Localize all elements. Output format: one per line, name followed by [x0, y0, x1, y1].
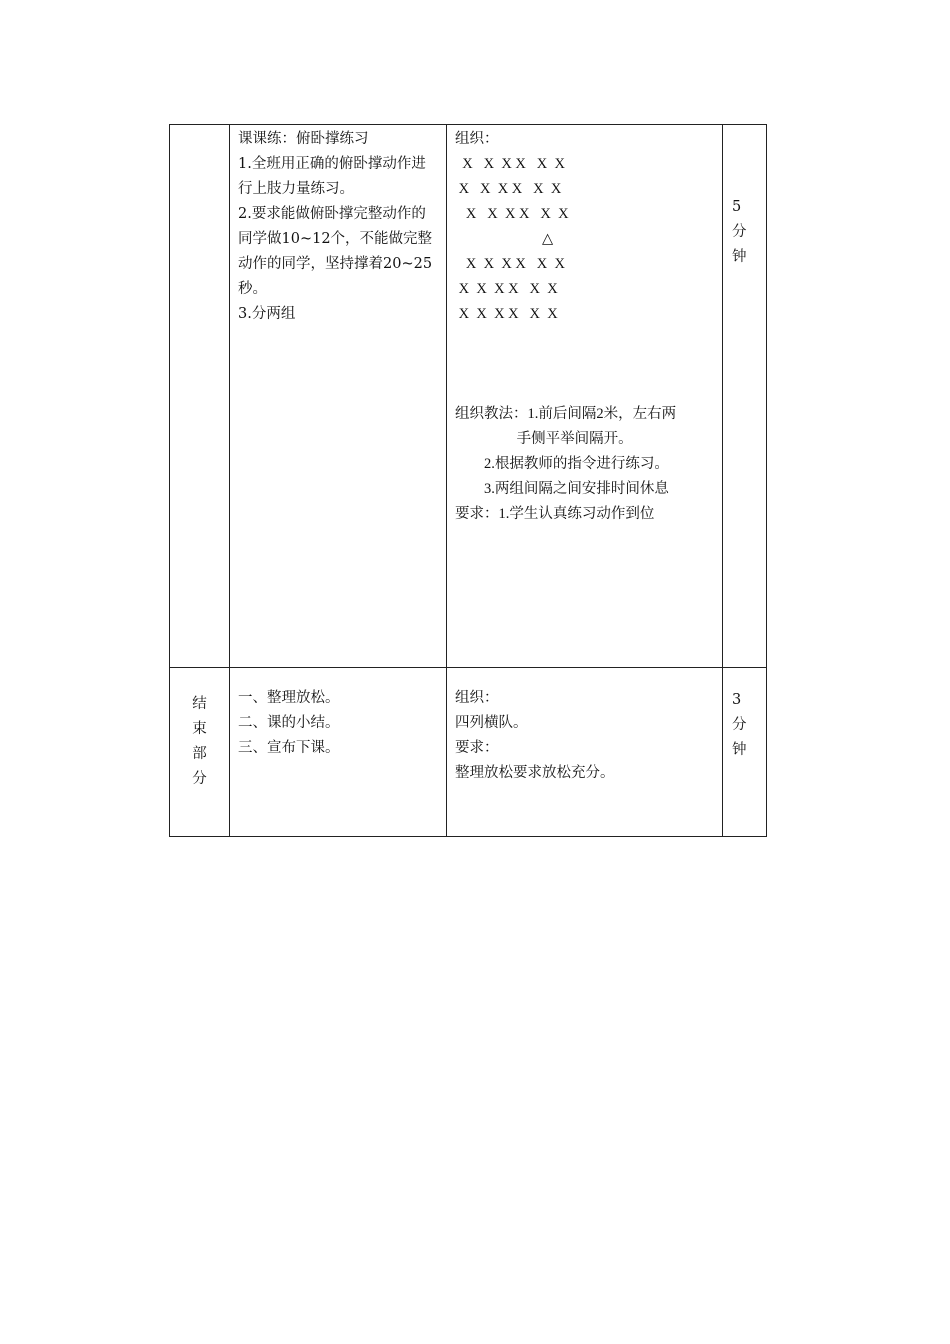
formation-row: X X X X X X — [455, 281, 558, 297]
content-item: 3.分两组 — [238, 306, 296, 322]
content-cell — [230, 668, 447, 837]
content-item: 1.全班用正确的俯卧撑动作进行上肢力量练习。 — [238, 156, 426, 197]
content-item: 2.要求能做俯卧撑完整动作的同学做10~12个，不能做完整动作的同学，坚持撑着20~25秒。 — [238, 206, 433, 297]
org-label: 组织： — [455, 131, 499, 147]
time-cell: 5 分 钟 — [723, 125, 767, 668]
method-line: 组织教法：1.前后间隔2米，左右两 — [455, 406, 677, 422]
formation-row: X X X X X X — [455, 306, 558, 322]
method-line: 手侧平举间隔开。 — [455, 431, 633, 447]
requirement-line: 要求：1.学生认真练习动作到位 — [455, 506, 655, 522]
time-cell: 3 分 钟 — [723, 668, 767, 837]
section-cell — [170, 125, 230, 668]
formation-row: X X X X X X — [455, 256, 565, 272]
teacher-triangle-icon: △ — [455, 231, 554, 247]
content-item: 二、课的小结。 — [238, 715, 340, 731]
organization-cell: 组织： 四列横队。 要求： 整理放松要求放松充分。 — [447, 668, 723, 837]
method-line: 3.两组间隔之间安排时间休息 — [455, 481, 669, 497]
section-cell: 结 束 部 分 — [170, 668, 230, 837]
lesson-plan-table — [169, 124, 767, 837]
formation-row: X X X X X X — [455, 156, 565, 172]
organization-cell — [447, 125, 723, 668]
formation-row: X X X X X X — [455, 181, 562, 197]
content-title: 课课练：俯卧撑练习 — [238, 131, 369, 147]
table-row — [170, 125, 767, 668]
method-line: 2.根据教师的指令进行练习。 — [455, 456, 669, 472]
table-row — [170, 668, 767, 837]
formation-row: X X X X X X — [455, 206, 569, 222]
content-item: 三、宣布下课。 — [238, 740, 340, 756]
content-item: 一、整理放松。 — [238, 690, 340, 706]
content-cell — [230, 125, 447, 668]
